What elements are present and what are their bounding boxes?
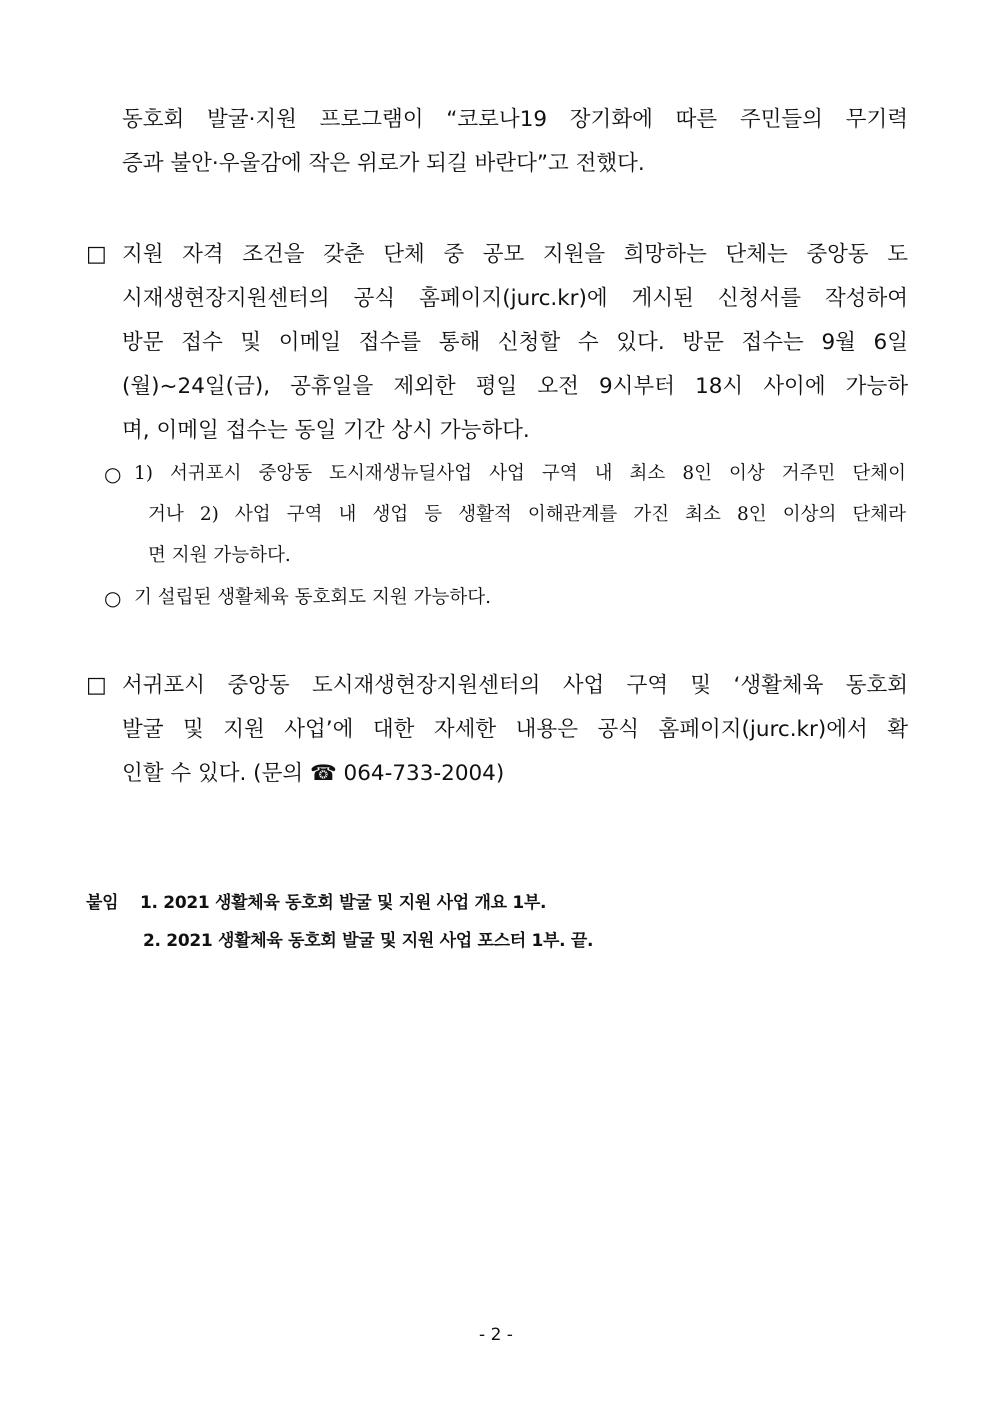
square-bullet-icon: □: [86, 242, 107, 267]
attachment-item: 1. 2021 생활체육 동호회 발굴 및 지원 사업 개요 1부.: [140, 893, 547, 913]
sub-item-line: 면 지원 가능하다.: [148, 545, 291, 566]
circle-bullet-icon: ○: [104, 586, 122, 610]
sub-item-line: 거나 2) 사업 구역 내 생업 등 생활적 이해관계를 가진 최소 8인 이상의 단체라: [148, 504, 906, 525]
section2-line: 발굴 및 지원 사업’에 대한 자세한 내용은 공식 홈페이지(jurc.kr)에서 확: [122, 717, 908, 742]
section2-line: 서귀포시 중앙동 도시재생현장지원센터의 사업 구역 및 ‘생활체육 동호회: [122, 673, 908, 698]
square-bullet-icon: □: [86, 673, 107, 698]
sub-item-line: 1) 서귀포시 중앙동 도시재생뉴딜사업 사업 구역 내 최소 8인 이상 거주민 단체이: [134, 463, 906, 484]
section1-line: 시재생현장지원센터의 공식 홈페이지(jurc.kr)에 게시된 신청서를 작성하여: [122, 286, 908, 311]
attachment-label: 붙임: [86, 893, 119, 913]
intro-line: 증과 불안·우울감에 작은 위로가 되길 바란다”고 전했다.: [122, 151, 645, 176]
section1-line: 며, 이메일 접수는 동일 기간 상시 가능하다.: [122, 418, 530, 443]
intro-line: 동호회 발굴·지원 프로그램이 “코로나19 장기화에 따른 주민들의 무기력: [122, 107, 908, 132]
attachment-item: 2. 2021 생활체육 동호회 발굴 및 지원 사업 포스터 1부. 끝.: [143, 931, 594, 951]
section1-line: 지원 자격 조건을 갖춘 단체 중 공모 지원을 희망하는 단체는 중앙동 도: [122, 242, 908, 267]
section1-line: (월)~24일(금), 공휴일을 제외한 평일 오전 9시부터 18시 사이에 가능하: [122, 374, 908, 399]
section2-line: 인할 수 있다. (문의 ☎ 064-733-2004): [122, 761, 505, 786]
circle-bullet-icon: ○: [104, 462, 122, 486]
page-number: - 2 -: [479, 1325, 513, 1345]
section1-line: 방문 접수 및 이메일 접수를 통해 신청할 수 있다. 방문 접수는 9월 6일: [122, 330, 908, 355]
sub-item-line: 기 설립된 생활체육 동호회도 지원 가능하다.: [134, 587, 491, 608]
